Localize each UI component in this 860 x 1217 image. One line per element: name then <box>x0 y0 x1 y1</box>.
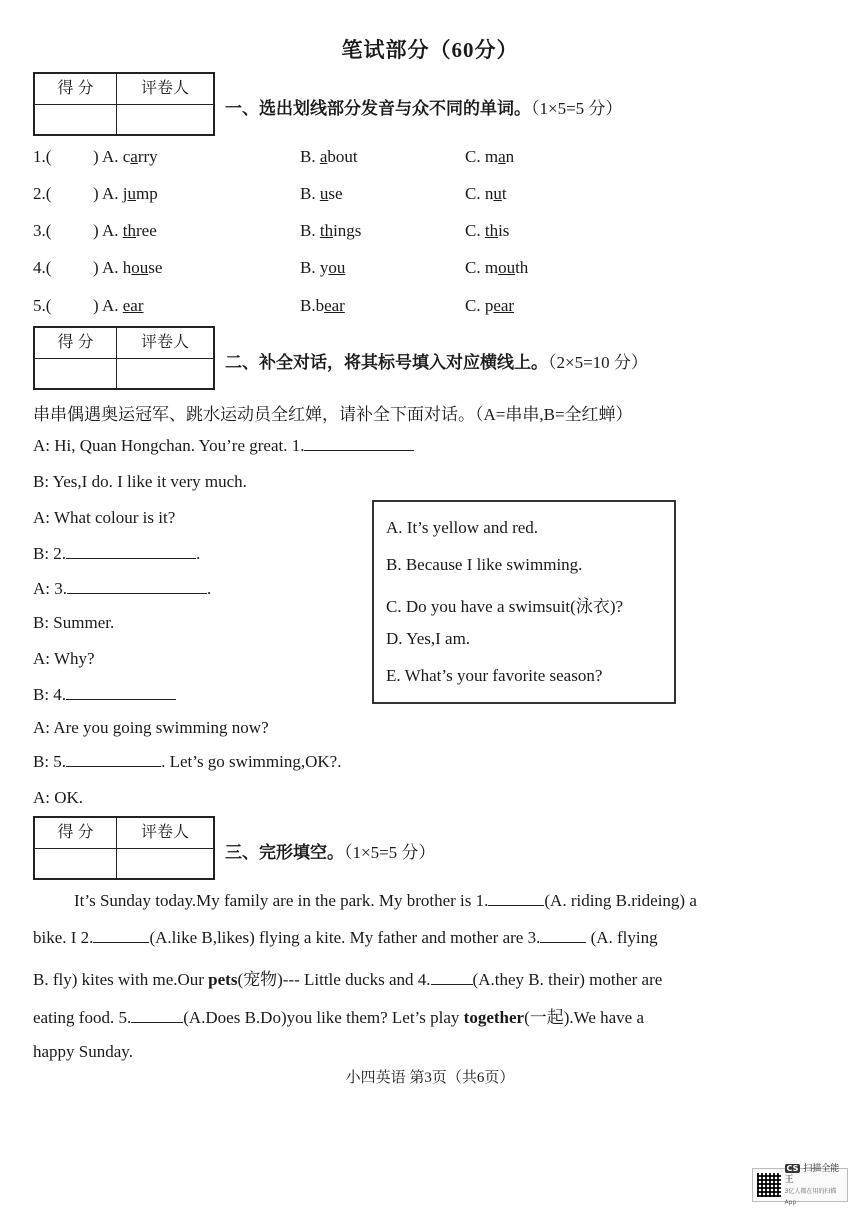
page-title: 笔试部分（60分） <box>341 38 519 62</box>
section2-points: （2×5=10 分） <box>548 353 648 372</box>
section2-heading-text: 二、补全对话，将其标号填入对应横线上。 <box>225 353 548 372</box>
question-number: 1.( <box>33 147 52 166</box>
dialogue-line: B: Yes,I do. I like it very much. <box>33 472 247 491</box>
question-number: 5.( <box>33 296 52 315</box>
scanner-watermark <box>752 1163 848 1206</box>
score-label: 得 分 <box>35 328 117 358</box>
scanner-sub: 3亿人都在用的扫描App <box>784 1187 837 1206</box>
grader-label: 评卷人 <box>140 80 189 97</box>
section1-points: （1×5=5 分） <box>531 99 623 118</box>
cloze-text: (A.they B. their) mother are <box>472 970 663 989</box>
dialogue-line: B: 2. . <box>33 544 201 563</box>
section2-heading <box>225 348 648 373</box>
option-c: C. nut <box>465 184 507 203</box>
grader-label: 评卷人 <box>140 824 189 841</box>
option-c: C. man <box>465 147 515 166</box>
score-box-3 <box>33 816 215 880</box>
score-label: 得 分 <box>35 818 117 848</box>
blank-1[interactable] <box>488 891 544 906</box>
option-a: ) A. jump <box>93 184 158 203</box>
blank-2[interactable] <box>93 928 149 943</box>
options-box <box>372 500 676 704</box>
blank-3[interactable] <box>540 928 586 943</box>
option-b: B. about <box>300 147 358 166</box>
cloze-text: It’s Sunday today.My family are in the park. My brother is 1. <box>74 891 489 910</box>
cloze-bold: together <box>463 1008 525 1027</box>
scanner-name: 扫描全能王 <box>784 1163 840 1185</box>
cloze-line-3 <box>33 965 662 990</box>
section1-heading <box>225 94 622 119</box>
score-box-2 <box>33 326 215 390</box>
grader-cell[interactable] <box>117 105 213 136</box>
qr-code-icon <box>757 1173 781 1197</box>
dialogue-line: A: What colour is it? <box>33 508 176 527</box>
answer-blank[interactable] <box>66 752 161 767</box>
option-c: C. pear <box>465 296 515 315</box>
option-b: B. use <box>300 184 343 203</box>
cloze-line-5: happy Sunday. <box>33 1042 133 1061</box>
cloze-text: B. fly) kites with me.Our <box>33 970 209 989</box>
dialogue-line: A: Hi, Quan Hongchan. You’re great. 1. <box>33 436 414 456</box>
page-footer: 小四英语 第3页（共6页） <box>345 1070 515 1086</box>
option-c: C. Do you have a swimsuit(泳衣)? <box>386 597 624 616</box>
option-a: ) A. house <box>93 258 163 277</box>
score-cell[interactable] <box>35 359 117 390</box>
blank-5[interactable] <box>131 1008 183 1023</box>
option-d: D. Yes,I am. <box>386 629 471 648</box>
dialogue-line: A: 3. . <box>33 579 212 598</box>
option-a: ) A. ear <box>93 296 144 315</box>
cloze-text: (A.Does B.Do)you like them? Let’s play <box>183 1008 464 1027</box>
option-b: B. things <box>300 221 362 240</box>
dialogue-line: A: OK. <box>33 788 84 807</box>
dialogue-line: B: 4. <box>33 685 176 705</box>
question-number: 3.( <box>33 221 52 240</box>
option-a: A. It’s yellow and red. <box>386 518 539 537</box>
answer-blank[interactable] <box>304 436 414 451</box>
option-b: B. Because I like swimming. <box>386 555 583 574</box>
dialogue-line: B: 5. . Let’s go swimming,OK?. <box>33 752 342 771</box>
option-a: ) A. carry <box>93 147 158 166</box>
cloze-line-1 <box>74 891 697 911</box>
dialogue-line: B: Summer. <box>33 613 115 632</box>
score-cell[interactable] <box>35 849 117 880</box>
answer-blank[interactable] <box>66 544 196 559</box>
answer-blank[interactable] <box>67 579 207 594</box>
cloze-text: (一起).We have a <box>524 1008 645 1027</box>
cloze-text: eating food. 5. <box>33 1008 132 1027</box>
score-label: 得 分 <box>35 74 117 104</box>
section3-heading <box>225 838 435 863</box>
cs-badge: CS <box>786 1163 799 1173</box>
cloze-text: (A. flying <box>586 928 658 947</box>
grader-label: 评卷人 <box>140 334 189 351</box>
cloze-text: bike. I 2. <box>33 928 94 947</box>
cloze-line-2 <box>33 928 658 948</box>
section3-heading-text: 三、完形填空。 <box>225 843 344 862</box>
dialogue-line: A: Are you going swimming now? <box>33 718 269 737</box>
grader-cell[interactable] <box>117 359 213 390</box>
option-b: B.bear <box>300 296 345 315</box>
cloze-bold: pets <box>208 970 238 989</box>
score-cell[interactable] <box>35 105 117 136</box>
option-c: C. this <box>465 221 510 240</box>
option-c: C. mouth <box>465 258 529 277</box>
cloze-line-4 <box>33 1003 644 1028</box>
section3-points: （1×5=5 分） <box>344 843 436 862</box>
section1-heading-text: 一、选出划线部分发音与众不同的单词。 <box>225 99 531 118</box>
question-number: 4.( <box>33 258 52 277</box>
section2-intro: 串串偶遇奥运冠军、跳水运动员全红婵，请补全下面对话。（A=串串,B=全红蝉） <box>33 405 633 424</box>
scanner-brand <box>785 1163 847 1208</box>
cloze-text: (A.like B,likes) flying a kite. My father and mother are 3. <box>149 928 541 947</box>
cloze-text: (A. riding B.rideing) a <box>544 891 697 910</box>
grader-cell[interactable] <box>117 849 213 880</box>
score-box-1 <box>33 72 215 136</box>
option-a: ) A. three <box>93 221 157 240</box>
option-b: B. you <box>300 258 346 277</box>
answer-blank[interactable] <box>66 685 176 700</box>
cloze-text: (宠物)--- Little ducks and 4. <box>237 970 431 989</box>
dialogue-line: A: Why? <box>33 649 95 668</box>
option-e: E. What’s your favorite season? <box>386 666 603 685</box>
question-number: 2.( <box>33 184 52 203</box>
blank-4[interactable] <box>431 970 473 985</box>
